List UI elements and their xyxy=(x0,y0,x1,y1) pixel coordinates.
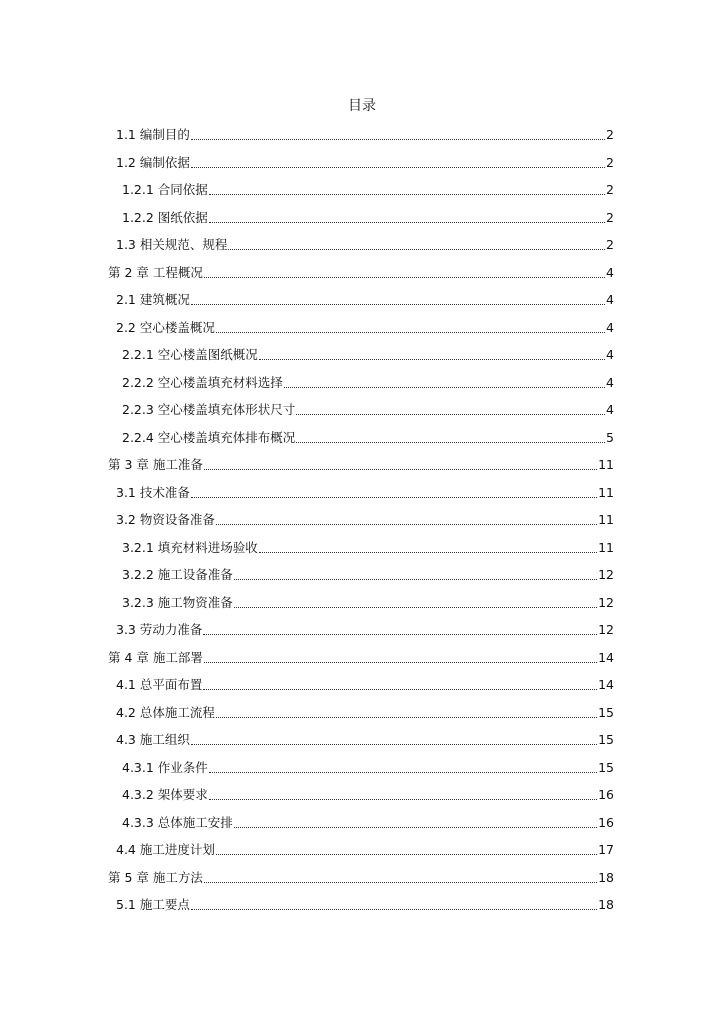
toc-entry-page: 15 xyxy=(598,732,614,747)
toc-leader-dots xyxy=(204,265,605,278)
toc-leader-dots xyxy=(216,705,597,718)
toc-entry[interactable] xyxy=(122,346,614,364)
toc-leader-dots xyxy=(234,567,597,580)
toc-entry[interactable] xyxy=(108,649,614,667)
toc-leader-dots xyxy=(296,402,605,415)
toc-leader-dots xyxy=(203,677,597,690)
toc-entry[interactable] xyxy=(122,401,614,419)
toc-entry-label: 第 2 章 工程概况 xyxy=(108,264,203,280)
toc-leader-dots xyxy=(191,155,605,168)
toc-entry-label: 4.4 施工进度计划 xyxy=(116,842,215,857)
toc-entry[interactable] xyxy=(122,566,614,584)
toc-leader-dots xyxy=(209,787,597,800)
toc-entry-label: 3.2.3 施工物资准备 xyxy=(122,594,233,610)
toc-entry-label: 第 3 章 施工准备 xyxy=(108,457,203,472)
toc-entry-label: 第 4 章 施工部署 xyxy=(108,649,203,665)
toc-entry[interactable] xyxy=(116,841,614,859)
toc-entry-page: 4 xyxy=(606,319,614,335)
page-title: 目录 xyxy=(348,98,376,114)
toc-entry[interactable] xyxy=(116,896,614,914)
toc-entry-label: 4.1 总平面布置 xyxy=(116,677,203,692)
toc-leader-dots xyxy=(204,870,597,883)
toc-entry-page: 4 xyxy=(606,292,614,307)
toc-entry-label: 2.2 空心楼盖概况 xyxy=(116,319,215,335)
toc-entry-label: 2.2.2 空心楼盖填充材料选择 xyxy=(122,374,283,390)
toc-leader-dots xyxy=(296,430,605,443)
toc-leader-dots xyxy=(234,815,597,828)
toc-entry-page: 12 xyxy=(598,594,614,610)
toc-entry[interactable] xyxy=(108,869,614,887)
toc-leader-dots xyxy=(216,512,597,525)
toc-entry-page: 14 xyxy=(598,649,614,665)
toc-entry[interactable] xyxy=(122,539,614,557)
toc-leader-dots xyxy=(259,540,597,553)
toc-entry-page: 2 xyxy=(606,127,614,142)
toc-entry[interactable] xyxy=(116,484,614,502)
toc-entry[interactable] xyxy=(122,786,614,804)
toc-entry-label: 3.2 物资设备准备 xyxy=(116,512,215,527)
toc-entry-label: 3.1 技术准备 xyxy=(116,484,190,500)
toc-leader-dots xyxy=(191,732,597,745)
toc-entry[interactable] xyxy=(116,291,614,309)
toc-entry-label: 1.3 相关规范、规程 xyxy=(116,237,228,252)
toc-leader-dots xyxy=(209,182,605,195)
toc-leader-dots xyxy=(204,457,597,470)
toc-entry-page: 2 xyxy=(606,154,614,170)
toc-entry-label: 1.2.1 合同依据 xyxy=(122,182,208,197)
toc-entry-label: 3.2.2 施工设备准备 xyxy=(122,567,233,582)
toc-leader-dots xyxy=(259,347,605,360)
toc-entry-label: 3.2.1 填充材料进场验收 xyxy=(122,539,258,555)
toc-leader-dots xyxy=(191,292,605,305)
toc-entry-label: 2.1 建筑概况 xyxy=(116,292,190,307)
toc-entry[interactable] xyxy=(122,374,614,392)
toc-entry[interactable] xyxy=(122,594,614,612)
toc-leader-dots xyxy=(209,760,597,773)
toc-entry-label: 2.2.1 空心楼盖图纸概况 xyxy=(122,347,258,362)
toc-entry[interactable] xyxy=(116,154,614,172)
toc-entry-label: 4.3.3 总体施工安排 xyxy=(122,814,233,830)
toc-entry-page: 5 xyxy=(606,429,614,445)
toc-entry[interactable] xyxy=(122,181,614,199)
toc-entry-page: 2 xyxy=(606,182,614,197)
toc-entry[interactable] xyxy=(116,704,614,722)
toc-entry-label: 1.2.2 图纸依据 xyxy=(122,209,208,225)
toc-entry-page: 11 xyxy=(598,539,614,555)
toc-entry-label: 1.2 编制依据 xyxy=(116,154,190,170)
toc-leader-dots xyxy=(216,842,597,855)
toc-entry-page: 11 xyxy=(598,457,614,472)
toc-entry-label: 4.2 总体施工流程 xyxy=(116,704,215,720)
toc-entry[interactable] xyxy=(122,209,614,227)
toc-entry[interactable] xyxy=(108,456,614,474)
toc-entry-label: 4.3 施工组织 xyxy=(116,732,190,747)
toc-entry-page: 11 xyxy=(598,512,614,527)
toc-entry[interactable] xyxy=(122,759,614,777)
toc-entry[interactable] xyxy=(116,511,614,529)
toc-entry-page: 18 xyxy=(598,869,614,885)
toc-entry-page: 14 xyxy=(598,677,614,692)
toc-entry-label: 3.3 劳动力准备 xyxy=(116,622,203,637)
toc-entry[interactable] xyxy=(108,264,614,282)
toc-entry[interactable] xyxy=(116,676,614,694)
toc-entry-page: 11 xyxy=(598,484,614,500)
toc-entry-label: 4.3.2 架体要求 xyxy=(122,787,208,802)
toc-entry-page: 4 xyxy=(606,264,614,280)
toc-entry[interactable] xyxy=(122,429,614,447)
toc-entry[interactable] xyxy=(116,731,614,749)
toc-entry[interactable] xyxy=(116,621,614,639)
toc-entry-page: 16 xyxy=(598,787,614,802)
toc-leader-dots xyxy=(234,595,597,608)
toc-entry-page: 16 xyxy=(598,814,614,830)
toc-entry-page: 2 xyxy=(606,237,614,252)
toc-entry-page: 4 xyxy=(606,347,614,362)
toc-entry-page: 18 xyxy=(598,897,614,912)
toc-leader-dots xyxy=(204,650,597,663)
toc-entry-page: 12 xyxy=(598,622,614,637)
toc-leader-dots xyxy=(191,127,605,140)
toc-entry-label: 2.2.3 空心楼盖填充体形状尺寸 xyxy=(122,402,296,417)
toc-entry-page: 15 xyxy=(598,704,614,720)
toc-leader-dots xyxy=(191,897,597,910)
toc-entry-label: 2.2.4 空心楼盖填充体排布概况 xyxy=(122,429,296,445)
toc-leader-dots xyxy=(203,622,597,635)
toc-entry-page: 4 xyxy=(606,374,614,390)
toc-entry-label: 第 5 章 施工方法 xyxy=(108,869,203,885)
toc-entry[interactable] xyxy=(116,126,614,144)
toc-entry[interactable] xyxy=(116,319,614,337)
toc-entry-page: 12 xyxy=(598,567,614,582)
toc-leader-dots xyxy=(216,320,605,333)
toc-entry-label: 1.1 编制目的 xyxy=(116,127,190,142)
toc-entry-page: 17 xyxy=(598,842,614,857)
toc-leader-dots xyxy=(209,210,605,223)
toc-entry-label: 4.3.1 作业条件 xyxy=(122,759,208,775)
toc-entry-page: 2 xyxy=(606,209,614,225)
toc-entry-label: 5.1 施工要点 xyxy=(116,897,190,912)
toc-entry[interactable] xyxy=(122,814,614,832)
toc-entry-page: 15 xyxy=(598,759,614,775)
toc-leader-dots xyxy=(191,485,597,498)
toc-leader-dots xyxy=(284,375,605,388)
toc-leader-dots xyxy=(228,237,605,250)
toc-entry[interactable] xyxy=(116,236,614,254)
toc-entry-page: 4 xyxy=(606,402,614,417)
